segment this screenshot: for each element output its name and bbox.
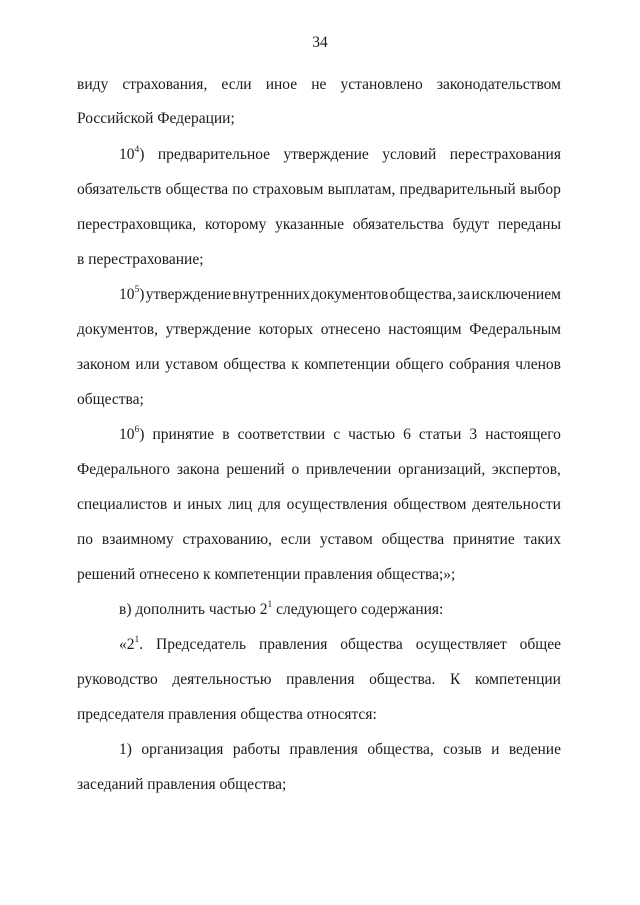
text-line: виду страхования, если иное не установлено законодательством <box>77 76 561 93</box>
text-line: $10^4$) предварительное утверждение условий перестрахования <box>119 144 561 163</box>
text-line: Федерального закона решений о привлечении организаций, экспертов, <box>77 461 561 478</box>
text-line: руководство деятельностью правления общества. К компетенции <box>77 671 561 688</box>
text-line: перестраховщика, которому указанные обязательства будут переданы <box>77 216 561 233</box>
text-line: $10^5$) утверждение внутренних документов общества, за исключением <box>119 284 561 303</box>
text-line: председателя правления общества относятся: <box>77 706 377 723</box>
text-line: 1) организация работы правления общества, созыв и ведение <box>119 741 561 758</box>
text-line: по взаимному страхованию, если уставом общества принятие таких <box>77 531 561 548</box>
text-line: решений отнесено к компетенции правления общества;»; <box>77 566 456 583</box>
text-line: заседаний правления общества; <box>77 776 287 793</box>
text-line: законом или уставом общества к компетенции общего собрания членов <box>77 356 561 373</box>
text-line: «$2^1$. Председатель правления общества осуществляет общее <box>119 634 561 653</box>
text-line: $10^6$) принятие в соответствии с частью 6 статьи 3 настоящего <box>119 424 561 443</box>
text-line: специалистов и иных лиц для осуществления обществом деятельности <box>77 496 561 513</box>
text-line: в перестрахование; <box>77 251 204 268</box>
text-line: в) дополнить частью $2^1$ следующего содержания: <box>119 599 444 618</box>
text-line: Российской Федерации; <box>77 110 235 127</box>
text-line: обязательств общества по страховым выплатам, предварительный выбор <box>77 181 561 198</box>
text-line: документов, утверждение которых отнесено настоящим Федеральным <box>77 321 561 338</box>
page-number: 34 <box>312 34 328 51</box>
text-line: общества; <box>77 391 144 408</box>
